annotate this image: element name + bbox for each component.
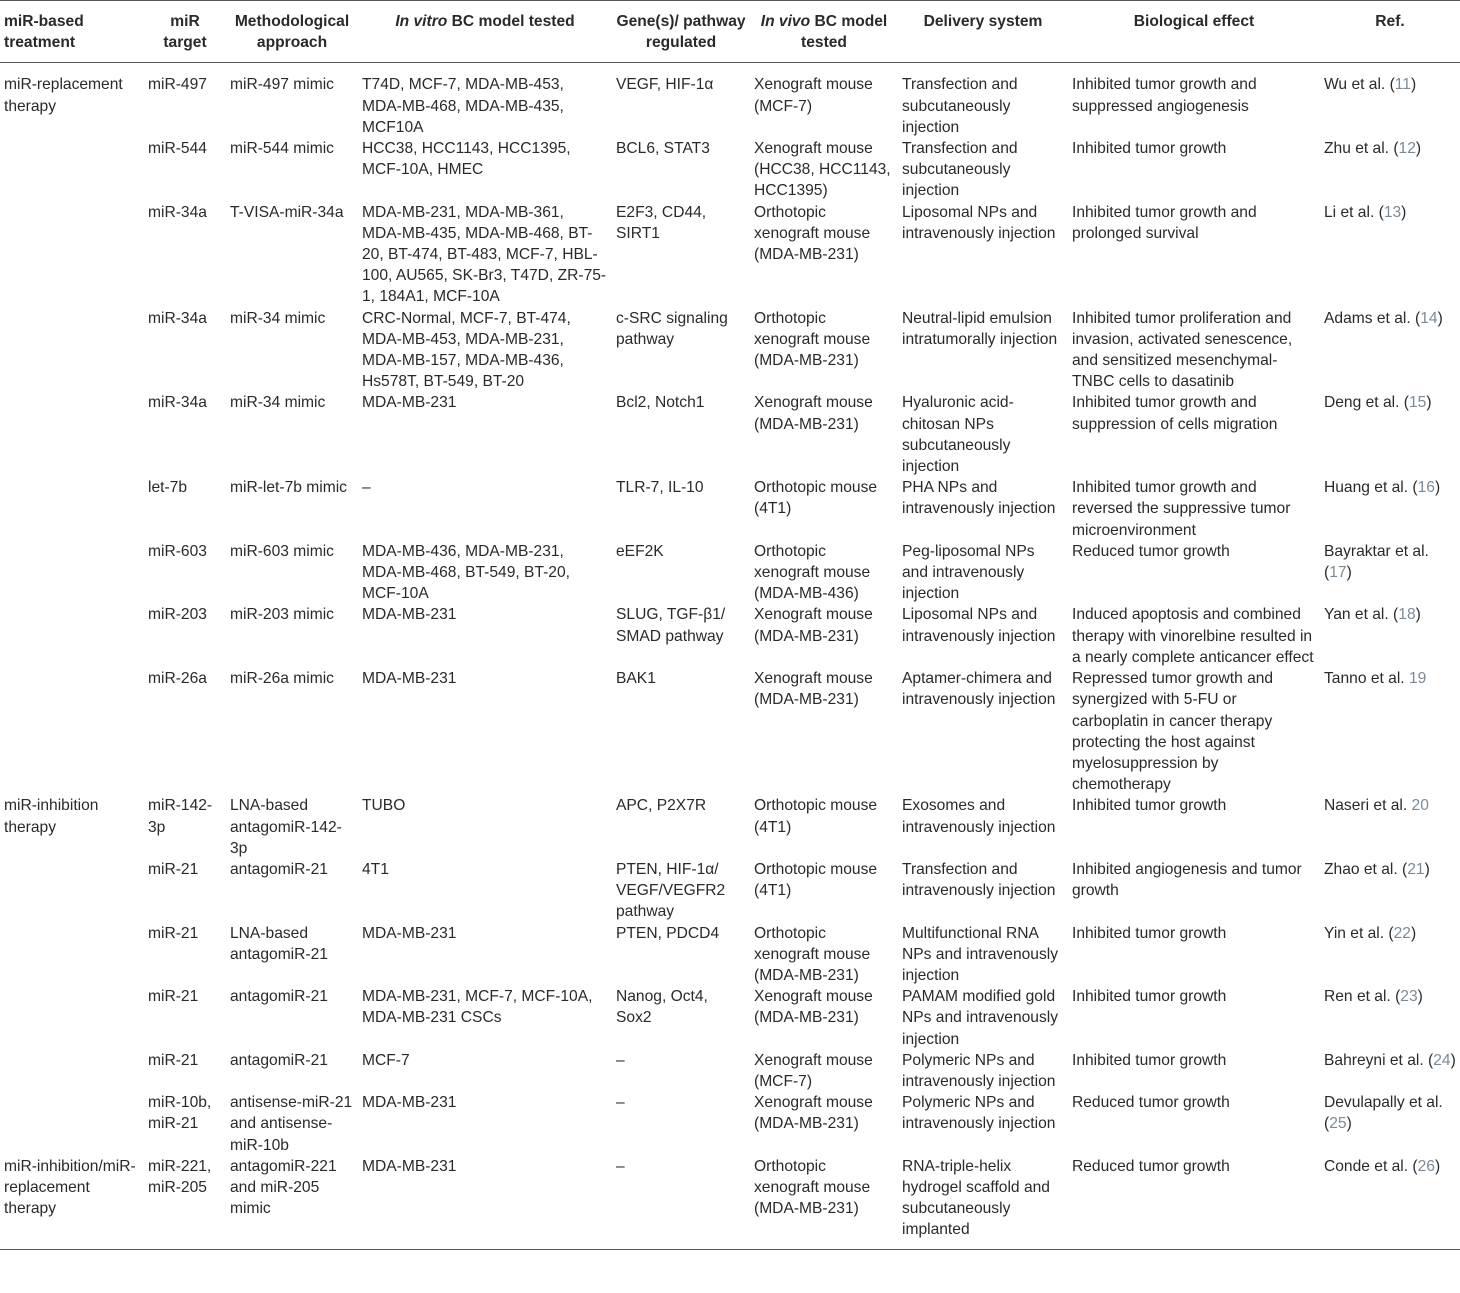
cell-delivery: Transfection and subcutaneously injection <box>902 76 1018 136</box>
header-invitro-italic: In vitro <box>395 13 448 30</box>
cell-effect: Inhibited tumor growth and prolonged survival <box>1072 203 1257 242</box>
cell-approach: miR-497 mimic <box>230 76 334 94</box>
ref-close: ) <box>1415 140 1422 158</box>
cell-genes: PTEN, HIF-1α/ VEGF/VEGFR2 pathway <box>616 860 726 921</box>
ref-number-link[interactable]: 16 <box>1417 479 1435 497</box>
cell-delivery: Hyaluronic acid-chitosan NPs subcutaneously injection <box>902 394 1014 476</box>
cell-invivo: Orthotopic mouse (4T1) <box>754 797 878 836</box>
table-row <box>0 138 1460 202</box>
cell-approach: LNA-based antagomiR-21 <box>230 924 328 963</box>
cell-invitro: MCF-7 <box>362 1051 410 1069</box>
cell-invivo: Xenograft mouse (MCF-7) <box>754 1051 873 1090</box>
header-invitro-rest: BC model tested <box>447 13 575 30</box>
table-row <box>0 923 1460 987</box>
cell-invitro: HCC38, HCC1143, HCC1395, MCF-10A, HMEC <box>362 140 571 179</box>
cell-target: miR-26a <box>148 670 207 688</box>
header-genes: Gene(s)/ pathway regulated <box>612 1 750 63</box>
cell-target: miR-603 <box>148 542 207 560</box>
cell-target: miR-34a <box>148 203 207 221</box>
cell-invitro: 4T1 <box>362 860 389 878</box>
cell-approach: miR-34 mimic <box>230 309 326 327</box>
cell-approach: miR-603 mimic <box>230 542 334 560</box>
ref-author: Naseri et al. <box>1324 797 1412 815</box>
ref-close: ) <box>1346 1115 1352 1133</box>
cell-treatment <box>0 138 144 202</box>
cell-genes: – <box>616 1051 625 1069</box>
table-row <box>0 859 1460 923</box>
cell-delivery: Aptamer-chimera and intravenously injection <box>902 670 1056 709</box>
ref-close: ) <box>1410 76 1417 94</box>
cell-genes: PTEN, PDCD4 <box>616 924 720 942</box>
cell-effect: Inhibited angiogenesis and tumor growth <box>1072 860 1302 900</box>
cell-delivery: Peg-liposomal NPs and intravenously injection <box>902 542 1035 603</box>
cell-treatment <box>0 1092 144 1156</box>
cell-invitro: MDA-MB-231 <box>362 1094 457 1112</box>
header-effect: Biological effect <box>1068 1 1320 63</box>
cell-invitro: CRC-Normal, MCF-7, BT-474, MDA-MB-453, MDA-MB-231, MDA-MB-157, MDA-MB-436, Hs578T, BT-549, BT-20 <box>362 309 571 391</box>
cell-invivo: Orthotopic xenograft mouse (MDA-MB-436) <box>754 542 871 603</box>
cell-invitro: MDA-MB-436, MDA-MB-231, MDA-MB-468, BT-549, BT-20, MCF-10A <box>362 542 570 603</box>
cell-invitro: MDA-MB-231 <box>362 606 457 624</box>
cell-delivery: RNA-triple-helix hydrogel scaffold and subcutaneously implanted <box>898 1156 1068 1249</box>
cell-treatment: miR-inhibition therapy <box>4 797 99 836</box>
ref-author: Bahreyni et al. ( <box>1324 1051 1434 1069</box>
cell-invivo: Orthotopic xenograft mouse (MDA-MB-231) <box>754 203 871 264</box>
header-ref: Ref. <box>1320 1 1460 63</box>
cell-effect: Inhibited tumor growth and reversed the suppressive tumor microenvironment <box>1072 479 1291 539</box>
cell-ref <box>1320 477 1460 541</box>
cell-delivery: Polymeric NPs and intravenously injection <box>902 1094 1056 1133</box>
header-invivo-rest: BC model tested <box>801 13 888 52</box>
cell-invitro: MDA-MB-231 <box>362 924 457 942</box>
cell-target: let-7b <box>148 479 188 497</box>
table-row <box>0 1050 1460 1092</box>
cell-treatment <box>0 923 144 987</box>
cell-target: miR-21 <box>148 988 199 1006</box>
cell-effect: Reduced tumor growth <box>1072 542 1230 560</box>
cell-approach: miR-203 mimic <box>230 606 334 624</box>
ref-author: Adams et al. ( <box>1324 309 1421 327</box>
cell-approach: LNA-based antagomiR-142-3p <box>230 797 342 857</box>
cell-delivery: Exosomes and intravenously injection <box>902 797 1056 836</box>
ref-author: Zhu et al. ( <box>1324 140 1399 158</box>
ref-author: Devulapally et al. ( <box>1324 1094 1443 1133</box>
cell-delivery: PAMAM modified gold NPs and intravenously injection <box>902 988 1059 1048</box>
cell-ref <box>1320 668 1460 795</box>
cell-genes: Bcl2, Notch1 <box>616 394 705 412</box>
ref-close: ) <box>1434 479 1441 497</box>
ref-author: Huang et al. ( <box>1324 479 1418 497</box>
ref-author: Yin et al. ( <box>1324 924 1394 942</box>
cell-effect: Inhibited tumor growth <box>1072 140 1227 158</box>
cell-ref <box>1320 1092 1460 1156</box>
cell-invivo: Orthotopic mouse (4T1) <box>754 860 878 900</box>
cell-target: miR-34a <box>148 309 207 327</box>
cell-genes: SLUG, TGF-β1/ SMAD pathway <box>616 606 726 645</box>
table-row <box>0 1092 1460 1156</box>
ref-close: ) <box>1426 394 1432 412</box>
ref-number-link[interactable]: 12 <box>1398 140 1416 158</box>
cell-genes: c-SRC signaling pathway <box>616 309 728 348</box>
cell-genes: – <box>612 1156 750 1249</box>
cell-treatment <box>0 986 144 1050</box>
ref-close: ) <box>1401 203 1407 221</box>
ref-number-link[interactable]: 17 <box>1329 564 1347 582</box>
cell-target: miR-142-3p <box>148 797 213 836</box>
cell-ref <box>1320 308 1460 393</box>
cell-ref <box>1320 986 1460 1050</box>
cell-genes: VEGF, HIF-1α <box>616 76 714 94</box>
table-row <box>0 63 1460 138</box>
table-row <box>0 604 1460 668</box>
ref-number-link[interactable]: 22 <box>1393 924 1411 942</box>
cell-invivo: Xenograft mouse (MDA-MB-231) <box>754 670 873 709</box>
cell-ref <box>1320 859 1460 923</box>
cell-effect: Inhibited tumor growth <box>1072 988 1227 1006</box>
cell-delivery: Transfection and intravenously injection <box>902 860 1056 900</box>
ref-author: Yan et al. ( <box>1324 606 1399 624</box>
ref-author: Wu et al. ( <box>1324 76 1395 94</box>
ref-close: ) <box>1450 1051 1456 1069</box>
cell-approach: antagomiR-21 <box>230 1051 328 1069</box>
header-treatment: miR-based treatment <box>0 1 144 63</box>
cell-invivo: Orthotopic xenograft mouse (MDA-MB-231) <box>754 924 871 984</box>
cell-genes: E2F3, CD44, SIRT1 <box>616 203 707 242</box>
ref-author: Conde et al. ( <box>1324 1157 1418 1175</box>
ref-author: Ren et al. ( <box>1324 988 1401 1006</box>
cell-ref <box>1320 541 1460 605</box>
cell-ref <box>1320 1050 1460 1092</box>
cell-ref <box>1320 604 1460 668</box>
cell-invivo: Orthotopic xenograft mouse (MDA-MB-231) <box>754 309 871 370</box>
cell-invitro: TUBO <box>362 797 406 815</box>
cell-invitro: MDA-MB-231, MCF-7, MCF-10A, MDA-MB-231 CSCs <box>362 988 593 1027</box>
cell-effect: Inhibited tumor proliferation and invasion, activated senescence, and sensitized mesenchymal-TNBC cells to dasatinib <box>1072 309 1293 391</box>
cell-effect: Induced apoptosis and combined therapy with vinorelbine resulted in a nearly complete anticancer effect <box>1072 606 1314 666</box>
ref-close: ) <box>1424 860 1430 878</box>
ref-author: Li et al. ( <box>1324 203 1384 221</box>
cell-approach: miR-34 mimic <box>230 394 326 412</box>
cell-ref <box>1320 202 1460 308</box>
cell-target: miR-221, miR-205 <box>144 1156 226 1249</box>
cell-invitro: MDA-MB-231 <box>358 1156 612 1249</box>
cell-ref <box>1320 1156 1460 1249</box>
cell-invivo: Xenograft mouse (MDA-MB-231) <box>754 988 873 1027</box>
cell-approach: miR-let-7b mimic <box>230 479 347 497</box>
cell-delivery: Polymeric NPs and intravenously injection <box>902 1051 1056 1090</box>
table-row <box>0 392 1460 477</box>
cell-genes: eEF2K <box>616 542 664 560</box>
cell-invivo: Orthotopic mouse (4T1) <box>754 479 878 518</box>
cell-target: miR-203 <box>148 606 207 624</box>
cell-effect: Inhibited tumor growth <box>1072 797 1227 815</box>
cell-genes: BCL6, STAT3 <box>616 140 710 158</box>
ref-close: ) <box>1437 309 1443 327</box>
cell-genes: – <box>616 1094 625 1112</box>
ref-close: ) <box>1346 564 1352 582</box>
cell-invivo: Xenograft mouse (MDA-MB-231) <box>754 394 873 433</box>
ref-number-link[interactable]: 25 <box>1329 1115 1347 1133</box>
cell-approach: miR-26a mimic <box>230 670 334 688</box>
header-delivery: Delivery system <box>898 1 1068 63</box>
ref-number-link[interactable]: 21 <box>1407 860 1425 878</box>
table-row <box>0 986 1460 1050</box>
cell-approach: antisense-miR-21 and antisense-miR-10b <box>230 1094 353 1154</box>
cell-invitro: T74D, MCF-7, MDA-MB-453, MDA-MB-468, MDA-MB-435, MCF10A <box>362 76 564 136</box>
table-body <box>0 63 1460 1249</box>
table-row <box>0 541 1460 605</box>
ref-author: Zhao et al. ( <box>1324 860 1408 878</box>
ref-author: Tanno et al. <box>1324 670 1409 688</box>
ref-author: Deng et al. ( <box>1324 394 1409 412</box>
ref-number-link[interactable]: 14 <box>1420 309 1438 327</box>
cell-invivo: Xenograft mouse (MDA-MB-231) <box>754 606 873 645</box>
table-row <box>0 1156 1460 1249</box>
ref-number-link[interactable]: 18 <box>1398 606 1416 624</box>
table-row <box>0 202 1460 308</box>
cell-delivery: Multifunctional RNA NPs and intravenously injection <box>902 924 1059 984</box>
cell-effect: Repressed tumor growth and synergized with 5-FU or carboplatin in cancer therapy protecting the host against myelosuppression by chemotherapy <box>1072 670 1274 794</box>
header-approach: Methodological approach <box>226 1 358 63</box>
ref-number-link[interactable]: 23 <box>1400 988 1418 1006</box>
cell-invivo: Xenograft mouse (MCF-7) <box>754 76 873 115</box>
cell-effect: Inhibited tumor growth <box>1072 1051 1227 1069</box>
cell-effect: Inhibited tumor growth and suppression of cells migration <box>1072 394 1278 433</box>
ref-number-link[interactable]: 15 <box>1408 394 1427 412</box>
cell-delivery: Liposomal NPs and intravenously injection <box>902 606 1056 645</box>
cell-delivery: Liposomal NPs and intravenously injection <box>902 203 1056 242</box>
cell-approach: antagomiR-21 <box>230 860 328 878</box>
cell-ref <box>1320 392 1460 477</box>
cell-approach: T-VISA-miR-34a <box>230 203 344 221</box>
cell-invitro: MDA-MB-231 <box>362 670 457 688</box>
cell-approach: miR-544 mimic <box>230 140 334 158</box>
cell-invitro: – <box>362 479 371 497</box>
table-header <box>0 1 1460 63</box>
cell-ref <box>1320 63 1460 138</box>
header-target: miR target <box>144 1 226 63</box>
cell-target: miR-544 <box>148 140 207 158</box>
ref-author: Bayraktar et al. ( <box>1324 542 1429 582</box>
cell-invitro: MDA-MB-231 <box>362 394 457 412</box>
ref-close: ) <box>1415 606 1421 624</box>
cell-treatment <box>0 541 144 605</box>
cell-treatment: miR-replacement therapy <box>4 76 123 115</box>
table-row <box>0 477 1460 541</box>
cell-invivo: Orthotopic xenograft mouse (MDA-MB-231) <box>750 1156 898 1249</box>
header-invivo <box>750 1 898 63</box>
cell-effect: Inhibited tumor growth and suppressed angiogenesis <box>1072 76 1257 115</box>
ref-number-link[interactable]: 19 <box>1408 670 1427 688</box>
ref-number-link[interactable]: 13 <box>1383 203 1402 221</box>
cell-genes: APC, P2X7R <box>616 797 707 815</box>
cell-invivo: Xenograft mouse (MDA-MB-231) <box>754 1094 873 1133</box>
cell-treatment <box>0 308 144 393</box>
cell-delivery: PHA NPs and intravenously injection <box>902 479 1056 518</box>
ref-number-link[interactable]: 11 <box>1394 76 1411 94</box>
cell-target: miR-21 <box>148 860 199 878</box>
cell-treatment <box>0 859 144 923</box>
cell-effect: Inhibited tumor growth <box>1072 924 1227 942</box>
cell-approach: antagomiR-21 <box>230 988 328 1006</box>
cell-target: miR-21 <box>148 924 199 942</box>
cell-target: miR-21 <box>148 1051 199 1069</box>
cell-treatment <box>0 202 144 308</box>
cell-treatment <box>0 1050 144 1092</box>
table-row <box>0 668 1460 795</box>
cell-treatment <box>0 604 144 668</box>
cell-target: miR-34a <box>148 394 207 412</box>
ref-number-link[interactable]: 20 <box>1411 797 1429 815</box>
cell-ref <box>1320 795 1460 859</box>
cell-treatment <box>0 392 144 477</box>
cell-treatment: miR-inhibition/miR-replacement therapy <box>0 1156 144 1249</box>
table-row <box>0 795 1460 859</box>
ref-number-link[interactable]: 24 <box>1433 1051 1451 1069</box>
cell-target: miR-10b, miR-21 <box>148 1094 212 1133</box>
cell-treatment <box>0 477 144 541</box>
ref-close: ) <box>1410 924 1417 942</box>
cell-invivo: Xenograft mouse (HCC38, HCC1143, HCC1395) <box>754 140 891 200</box>
ref-number-link[interactable]: 26 <box>1417 1157 1435 1175</box>
cell-delivery: Neutral-lipid emulsion intratumorally injection <box>902 309 1058 348</box>
cell-treatment <box>0 668 144 795</box>
cell-effect: Reduced tumor growth <box>1072 1094 1230 1112</box>
cell-genes: BAK1 <box>616 670 656 688</box>
cell-effect: Reduced tumor growth <box>1068 1156 1320 1249</box>
cell-target: miR-497 <box>148 76 207 94</box>
cell-genes: TLR-7, IL-10 <box>616 479 704 497</box>
cell-ref <box>1320 923 1460 987</box>
ref-close: ) <box>1434 1157 1441 1175</box>
cell-invitro: MDA-MB-231, MDA-MB-361, MDA-MB-435, MDA-MB-468, BT-20, BT-474, BT-483, MCF-7, HBL-100, AU565, SK-Br3, T47D, ZR-75-1, 184A1, MCF-10A <box>362 203 607 306</box>
header-invivo-italic: In vivo <box>760 13 811 30</box>
header-invitro <box>358 1 612 63</box>
ref-close: ) <box>1417 988 1423 1006</box>
cell-ref <box>1320 138 1460 202</box>
table-row <box>0 308 1460 393</box>
cell-delivery: Transfection and subcutaneously injection <box>902 140 1018 200</box>
cell-approach: antagomiR-221 and miR-205 mimic <box>226 1156 358 1249</box>
cell-genes: Nanog, Oct4, Sox2 <box>616 988 708 1027</box>
